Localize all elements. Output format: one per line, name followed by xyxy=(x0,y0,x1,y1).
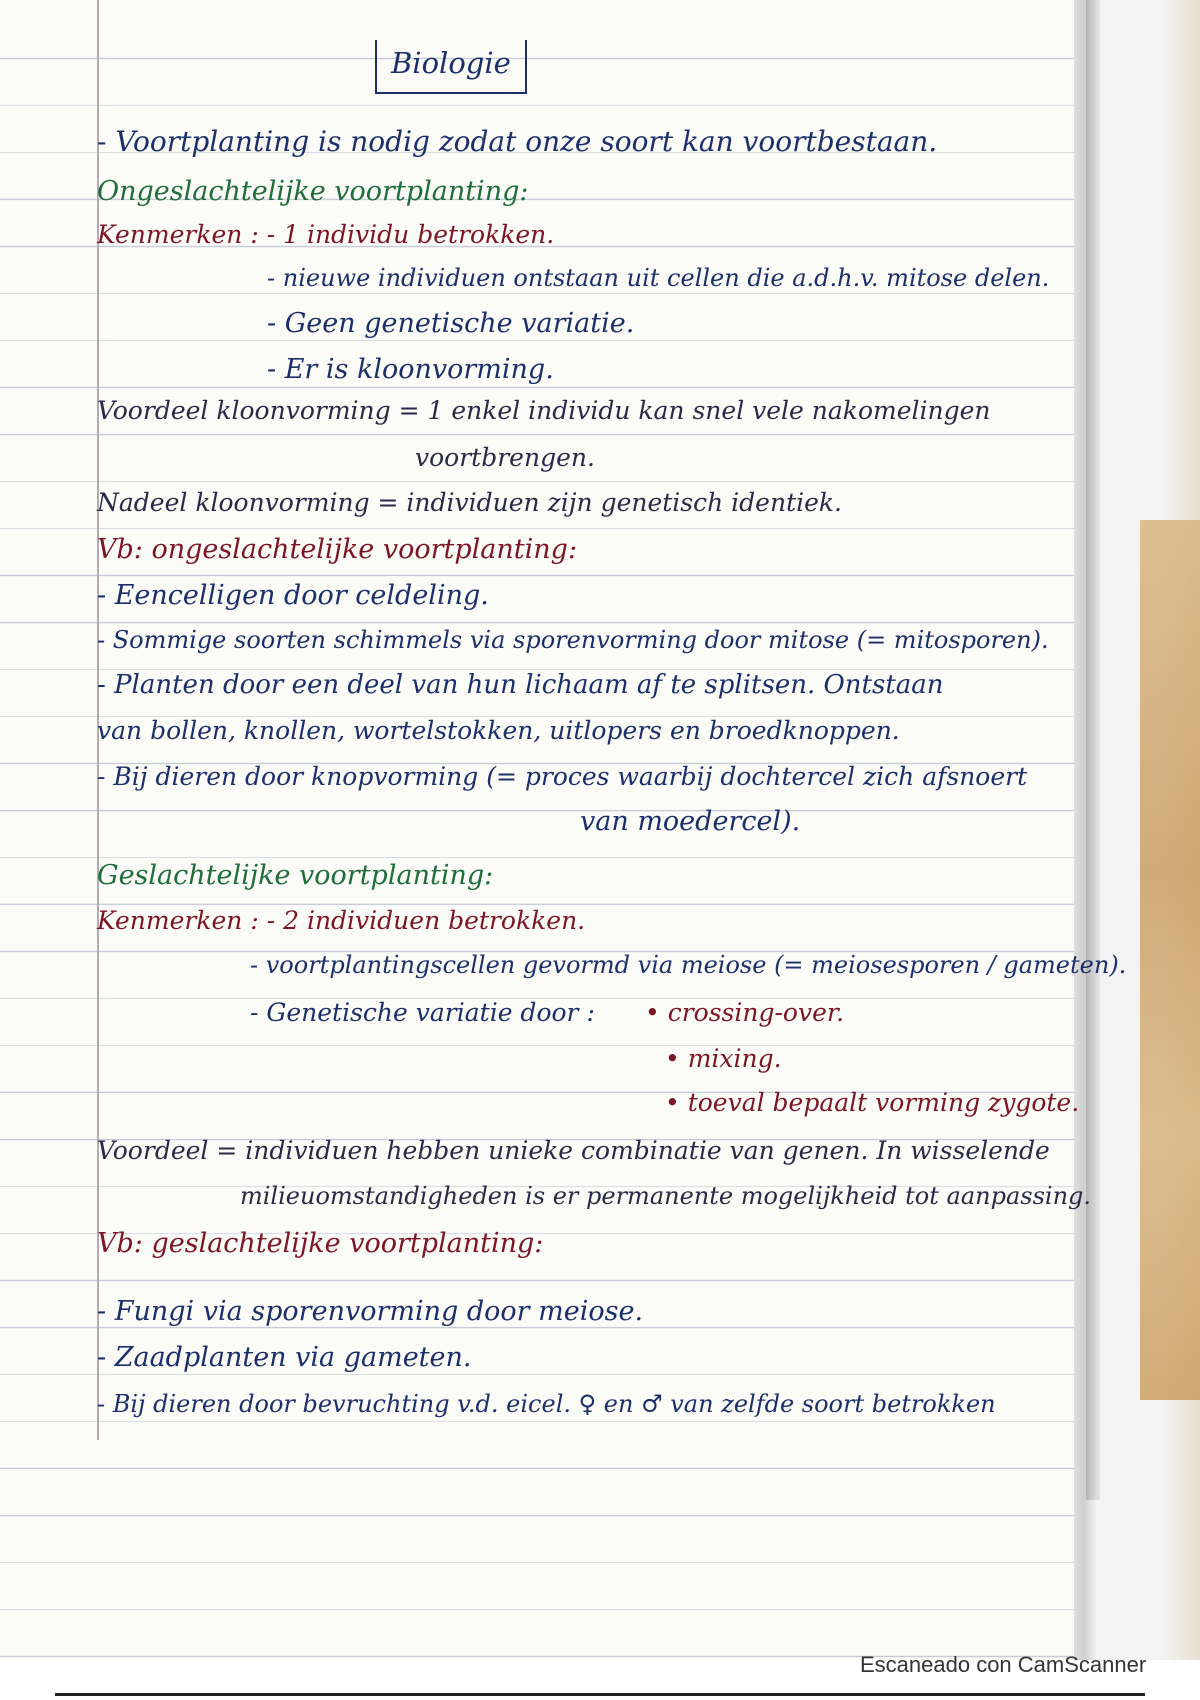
clone-advantage-line-2: voortbrengen. xyxy=(415,443,595,472)
scanner-watermark: Escaneado con CamScanner xyxy=(860,1652,1147,1677)
asexual-examples-heading: Vb: ongeslachtelijke voortplanting: xyxy=(97,534,578,565)
sexual-feature-2: - voortplantingscellen gevormd via meiose (= meiosesporen / gameten). xyxy=(250,951,1127,979)
sexual-feature-3: - Genetische variatie door : xyxy=(250,998,595,1027)
asexual-heading: Ongeslachtelijke voortplanting: xyxy=(97,176,529,207)
page-title: Biologie xyxy=(375,40,527,92)
asexual-example-4a: - Bij dieren door knopvorming (= proces waarbij dochtercel zich afsnoert xyxy=(97,762,1028,791)
intro-line: - Voortplanting is nodig zodat onze soort kan voortbestaan. xyxy=(97,125,938,158)
clone-disadvantage: Nadeel kloonvorming = individuen zijn genetisch identiek. xyxy=(97,488,843,517)
sexual-bullet-3: • toeval bepaalt vorming zygote. xyxy=(665,1088,1080,1117)
asexual-feature-3: - Geen genetische variatie. xyxy=(267,308,635,339)
asexual-example-2: - Sommige soorten schimmels via sporenvorming door mitose (= mitosporen). xyxy=(97,626,1049,654)
clone-advantage-line-1: Voordeel kloonvorming = 1 enkel individu kan snel vele nakomelingen xyxy=(97,396,991,425)
asexual-feature-4: - Er is kloonvorming. xyxy=(267,354,554,385)
asexual-example-3a: - Planten door een deel van hun lichaam af te splitsen. Ontstaan xyxy=(97,670,944,700)
sexual-example-2: - Zaadplanten via gameten. xyxy=(97,1342,472,1373)
binder-ring-shadow xyxy=(1086,0,1100,1500)
asexual-feature-1: Kenmerken : - 1 individu betrokken. xyxy=(97,220,555,249)
sexual-advantage-line-1: Voordeel = individuen hebben unieke combinatie van genen. In wisselende xyxy=(97,1136,1050,1165)
sexual-heading: Geslachtelijke voortplanting: xyxy=(97,860,494,891)
bottom-rule xyxy=(55,1693,1145,1696)
desk-surface xyxy=(1140,520,1200,1400)
sexual-feature-1: Kenmerken : - 2 individuen betrokken. xyxy=(97,906,586,935)
sexual-examples-heading: Vb: geslachtelijke voortplanting: xyxy=(97,1228,544,1259)
sexual-bullet-1: • crossing-over. xyxy=(645,998,845,1027)
asexual-example-1: - Eencelligen door celdeling. xyxy=(97,580,489,611)
asexual-example-3b: van bollen, knollen, wortelstokken, uitlopers en broedknoppen. xyxy=(97,716,900,745)
sexual-example-3: - Bij dieren door bevruchting v.d. eicel. ♀ en ♂ van zelfde soort betrokken xyxy=(97,1390,996,1418)
sexual-advantage-line-2: milieuomstandigheden is er permanente mogelijkheid tot aanpassing. xyxy=(240,1182,1092,1210)
asexual-feature-2: - nieuwe individuen ontstaan uit cellen die a.d.h.v. mitose delen. xyxy=(267,264,1050,292)
sexual-bullet-2: • mixing. xyxy=(665,1044,782,1073)
asexual-example-4b: van moedercel). xyxy=(580,806,801,837)
sexual-example-1: - Fungi via sporenvorming door meiose. xyxy=(97,1296,644,1327)
